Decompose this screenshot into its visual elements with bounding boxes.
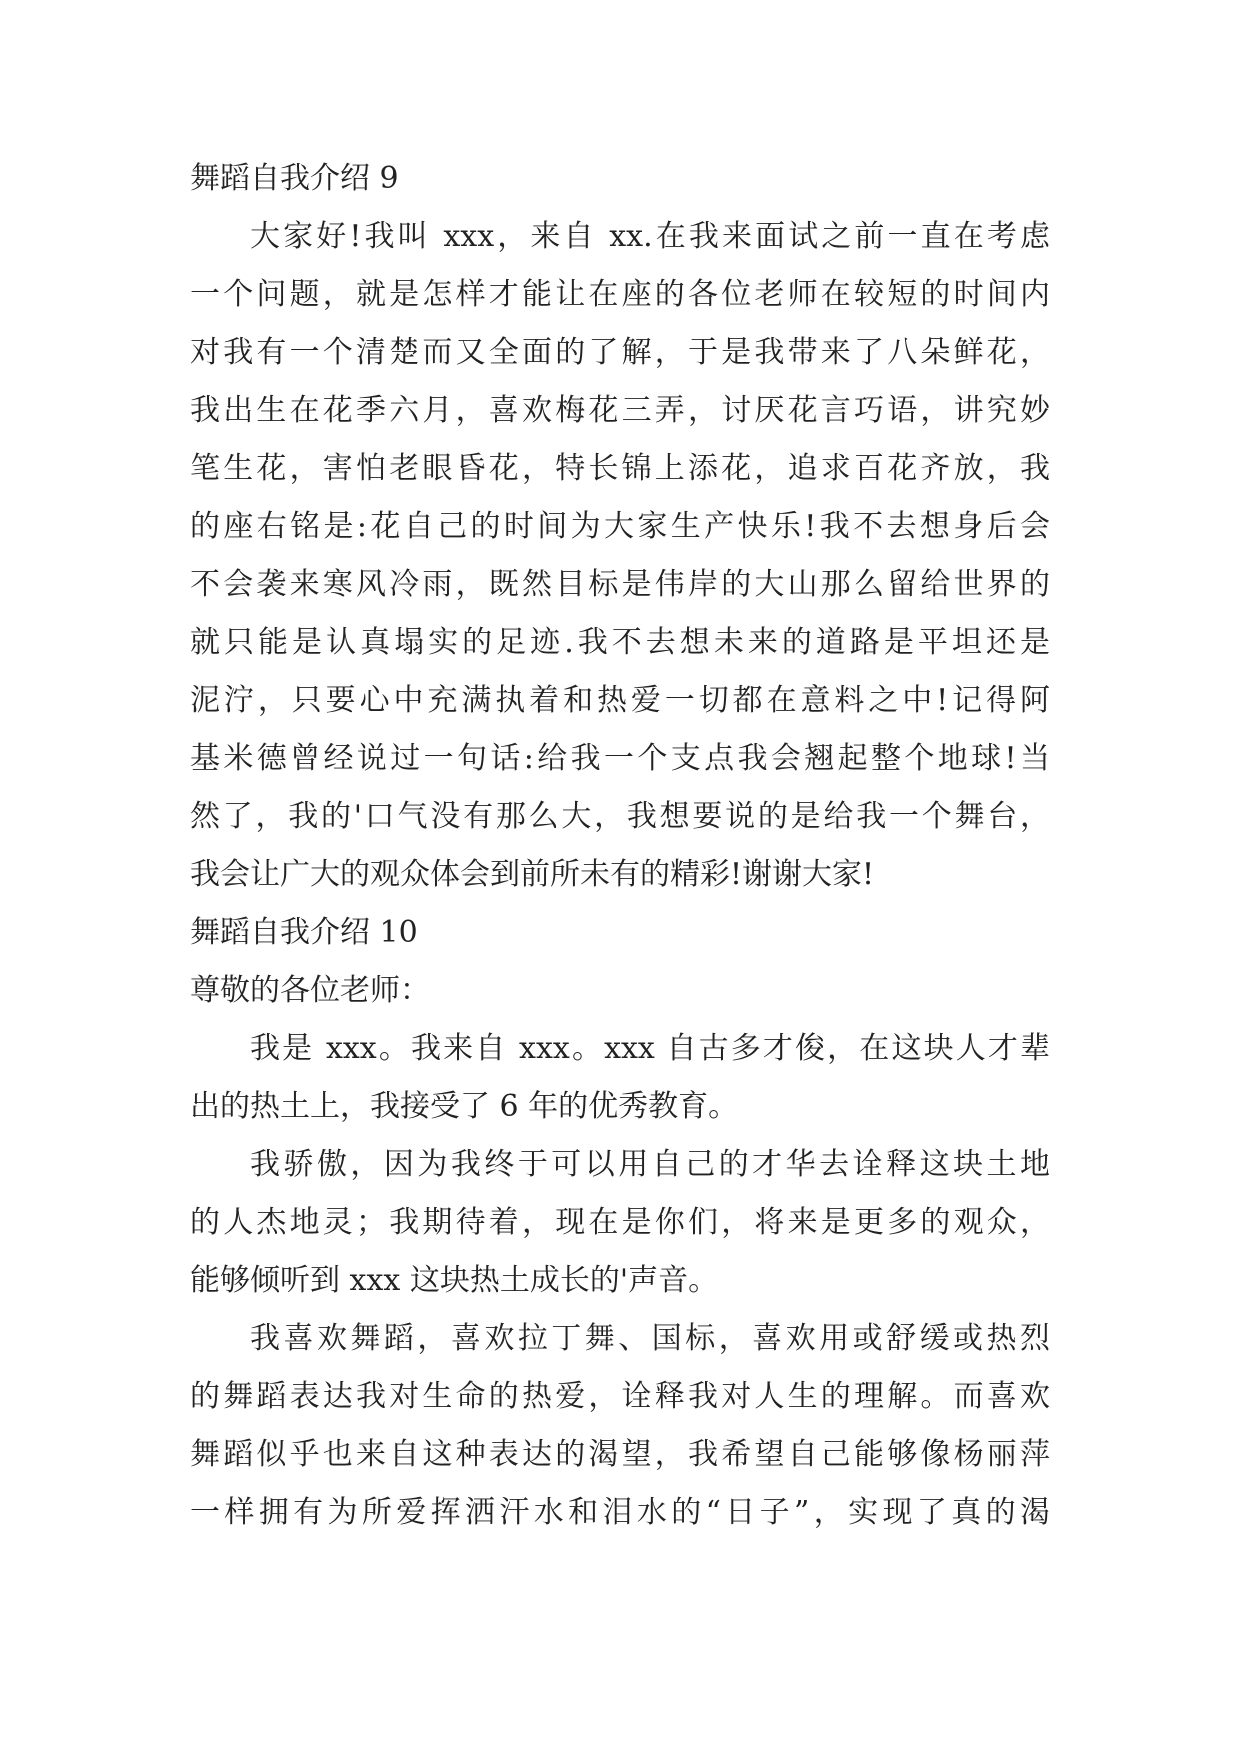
document-body — [190, 150, 1050, 1542]
section-10-paragraph-1 — [190, 1020, 1050, 1136]
text-line: 我骄傲，因为我终于可以用自己的才华去诠释这块土地 — [250, 1147, 1050, 1182]
text-line: 我会让广大的观众体会到前所未有的精彩!谢谢大家! — [190, 857, 875, 892]
text-line: 出的热土上，我接受了 6 年的优秀教育。 — [190, 1089, 739, 1124]
text-line: 基米德曾经说过一句话:给我一个支点我会翘起整个地球!当 — [190, 741, 1050, 776]
text-line: 的座右铭是:花自己的时间为大家生产快乐!我不去想身后会 — [190, 509, 1050, 544]
section-10-title: 舞蹈自我介绍 10 — [190, 915, 418, 950]
text-line: 我出生在花季六月，喜欢梅花三弄，讨厌花言巧语，讲究妙 — [190, 393, 1050, 428]
text-line: 一个问题，就是怎样才能让在座的各位老师在较短的时间内 — [190, 277, 1050, 312]
text-line: 我是 xxx。我来自 xxx。xxx 自古多才俊，在这块人才辈 — [250, 1031, 1050, 1066]
section-9-paragraph — [190, 208, 1050, 904]
text-line: 尊敬的各位老师： — [190, 973, 430, 1008]
section-10-paragraph-3 — [190, 1310, 1050, 1542]
text-line: 然了，我的'口气没有那么大，我想要说的是给我一个舞台， — [190, 799, 1050, 834]
text-line: 的人杰地灵；我期待着，现在是你们，将来是更多的观众， — [190, 1205, 1050, 1240]
text-line: 大家好!我叫 xxx，来自 xx.在我来面试之前一直在考虑 — [250, 219, 1050, 254]
text-line: 泥泞，只要心中充满执着和热爱一切都在意料之中!记得阿 — [190, 683, 1050, 718]
text-line: 舞蹈似乎也来自这种表达的渴望，我希望自己能够像杨丽萍 — [190, 1437, 1050, 1472]
text-line: 就只能是认真塌实的足迹.我不去想未来的道路是平坦还是 — [190, 625, 1050, 660]
text-line: 的舞蹈表达我对生命的热爱，诠释我对人生的理解。而喜欢 — [190, 1379, 1050, 1414]
text-line: 对我有一个清楚而又全面的了解，于是我带来了八朵鲜花， — [190, 335, 1050, 370]
text-line: 不会袭来寒风冷雨，既然目标是伟岸的大山那么留给世界的 — [190, 567, 1050, 602]
text-line: 一样拥有为所爱挥洒汗水和泪水的“日子”，实现了真的渴 — [190, 1495, 1050, 1530]
section-9-title: 舞蹈自我介绍 9 — [190, 161, 399, 196]
text-line: 笔生花，害怕老眼昏花，特长锦上添花，追求百花齐放，我 — [190, 451, 1050, 486]
salutation — [190, 962, 1050, 1020]
text-line: 我喜欢舞蹈，喜欢拉丁舞、国标，喜欢用或舒缓或热烈 — [250, 1321, 1050, 1356]
text-line: 能够倾听到 xxx 这块热土成长的'声音。 — [190, 1263, 719, 1298]
section-10-paragraph-2 — [190, 1136, 1050, 1310]
